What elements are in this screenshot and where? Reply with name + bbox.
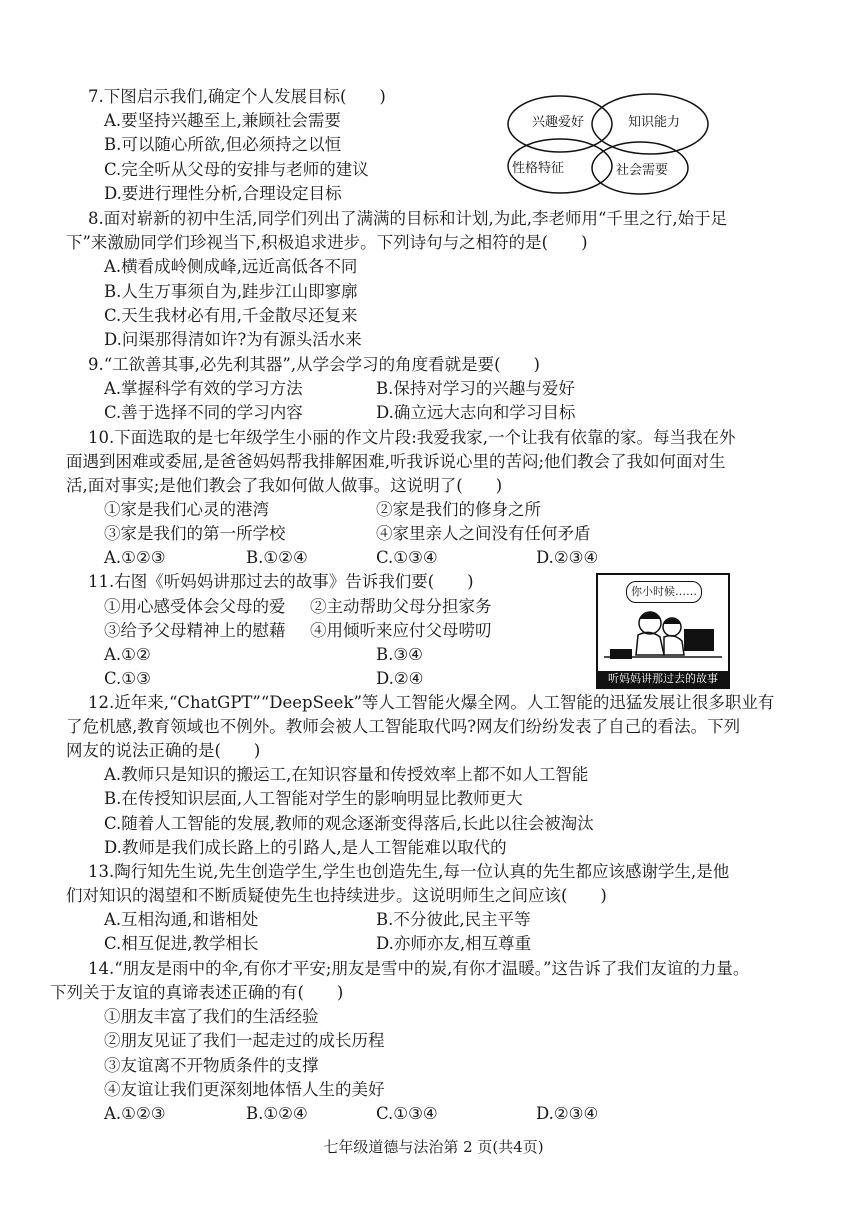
- q12-option-d: D.教师是我们成长路上的引路人,是人工智能难以取代的: [104, 838, 507, 857]
- venn-diagram: [500, 88, 730, 200]
- q10-item-3: ③家是我们的第一所学校: [104, 524, 286, 543]
- q10-stem-line1: 10.下面选取的是七年级学生小丽的作文片段:我爱我家,一个让我有依靠的家。每当我在外: [88, 428, 736, 447]
- q14-option-d: D.②③④: [536, 1104, 599, 1123]
- q13-option-c: C.相互促进,教学相长: [104, 934, 259, 953]
- q14-item-4: ④友谊让我们更深刻地体悟人生的美好: [104, 1080, 385, 1099]
- q8-stem-line1: 8.面对崭新的初中生活,同学们列出了满满的目标和计划,为此,李老师用“千里之行,始于足: [88, 209, 728, 228]
- q9-stem: 9.“工欲善其事,必先利其器”,从学会学习的角度看就是要( ): [88, 355, 540, 374]
- q12-option-b: B.在传授知识层面,人工智能对学生的影响明显比教师更大: [104, 789, 523, 808]
- q12-option-a: A.教师只是知识的搬运工,在知识容量和传授效率上都不如人工智能: [104, 765, 589, 784]
- q10-item-2: ②家是我们的修身之所: [376, 500, 541, 519]
- q7-option-c: C.完全听从父母的安排与老师的建议: [104, 160, 369, 179]
- q9-option-a: A.掌握科学有效的学习方法: [104, 379, 303, 398]
- q14-option-b: B.①②④: [246, 1104, 308, 1123]
- page-footer: 七年级道德与法治第 2 页(共4页): [323, 1138, 544, 1156]
- q14-option-c: C.①③④: [376, 1104, 438, 1123]
- venn-label-ability: 知识能力: [628, 115, 681, 130]
- venn-label-interest: 兴趣爱好: [532, 115, 585, 130]
- q11-stem: 11.右图《听妈妈讲那过去的故事》告诉我们要( ): [88, 572, 474, 591]
- q11-option-b: B.③④: [376, 645, 423, 664]
- q11-item-1: ①用心感受体会父母的爱: [104, 597, 286, 616]
- q14-item-2: ②朋友见证了我们一起走过的成长历程: [104, 1031, 385, 1050]
- q11-option-d: D.②④: [376, 669, 424, 688]
- q7-option-d: D.要进行理性分析,合理设定目标: [104, 184, 342, 203]
- q11-item-3: ③给予父母精神上的慰藉: [104, 621, 286, 640]
- q14-item-3: ③友谊离不开物质条件的支撑: [104, 1056, 319, 1075]
- q12-stem-line3: 网友的说法正确的是( ): [66, 741, 261, 760]
- q8-stem-line2: 下”来激励同学们珍视当下,积极追求进步。下列诗句与之相符的是( ): [66, 233, 588, 252]
- q10-item-4: ④家里亲人之间没有任何矛盾: [376, 524, 591, 543]
- q14-stem-line1: 14.“朋友是雨中的伞,有你才平安;朋友是雪中的炭,有你才温暖。”这告诉了我们友谊的力量。: [88, 959, 750, 978]
- speech-bubble: 你小时候……: [626, 581, 702, 603]
- q9-option-c: C.善于选择不同的学习内容: [104, 403, 303, 422]
- q11-option-c: C.①③: [104, 669, 151, 688]
- q10-option-c: C.①③④: [376, 548, 438, 567]
- q10-option-d: D.②③④: [536, 548, 599, 567]
- cartoon-image: [596, 573, 730, 689]
- q10-option-b: B.①②④: [246, 548, 308, 567]
- q14-item-1: ①朋友丰富了我们的生活经验: [104, 1007, 319, 1026]
- cartoon-caption: 听妈妈讲那过去的故事: [598, 671, 728, 687]
- q8-option-c: C.天生我材必有用,千金散尽还复来: [104, 306, 358, 325]
- q12-stem-line2: 了危机感,教育领域也不例外。教师会被人工智能取代吗?网友们纷纷发表了自己的看法。下列: [66, 717, 741, 736]
- q8-option-b: B.人生万事须自为,跬步江山即寥廓: [104, 282, 358, 301]
- q14-stem-line2: 下列关于友谊的真谛表述正确的有( ): [50, 983, 344, 1002]
- q8-option-a: A.横看成岭侧成峰,远近高低各不同: [104, 257, 358, 276]
- q11-item-4: ④用倾听来应付父母唠叨: [310, 621, 492, 640]
- q13-option-a: A.互相沟通,和谐相处: [104, 910, 259, 929]
- venn-label-society: 社会需要: [616, 163, 669, 178]
- q13-stem-line2: 们对知识的渴望和不断质疑使先生也持续进步。这说明师生之间应该( ): [66, 886, 607, 905]
- q7-option-a: A.要坚持兴趣至上,兼顾社会需要: [104, 111, 341, 130]
- q12-stem-line1: 12.近年来,“ChatGPT”“DeepSeek”等人工智能火爆全网。人工智能的迅猛发展让很多职业有: [88, 693, 775, 712]
- q9-option-d: D.确立远大志向和学习目标: [376, 403, 576, 422]
- mother-child-illustration: [598, 589, 728, 669]
- q13-option-b: B.不分彼此,民主平等: [376, 910, 531, 929]
- q13-option-d: D.亦师亦友,相互尊重: [376, 934, 532, 953]
- q7-option-b: B.可以随心所欲,但必须持之以恒: [104, 135, 342, 154]
- q8-option-d: D.问渠那得清如许?为有源头活水来: [104, 330, 362, 349]
- q11-item-2: ②主动帮助父母分担家务: [310, 597, 492, 616]
- q10-item-1: ①家是我们心灵的港湾: [104, 500, 269, 519]
- q14-option-a: A.①②③: [104, 1104, 166, 1123]
- q11-option-a: A.①②: [104, 645, 151, 664]
- q10-option-a: A.①②③: [104, 548, 166, 567]
- q12-option-c: C.随着人工智能的发展,教师的观念逐渐变得落后,长此以往会被淘汰: [104, 814, 594, 833]
- q10-stem-line3: 活,面对事实;是他们教会了我如何做人做事。这说明了( ): [66, 476, 503, 495]
- q13-stem-line1: 13.陶行知先生说,先生创造学生,学生也创造先生,每一位认真的先生都应该感谢学生,是他: [88, 862, 730, 881]
- q7-stem: 7.下图启示我们,确定个人发展目标( ): [88, 87, 386, 106]
- q10-stem-line2: 面遇到困难或委屈,是爸爸妈妈帮我排解困难,听我诉说心里的苦闷;他们教会了我如何面对生: [66, 452, 726, 471]
- venn-label-personality: 性格特征: [512, 161, 565, 176]
- q9-option-b: B.保持对学习的兴趣与爱好: [376, 379, 575, 398]
